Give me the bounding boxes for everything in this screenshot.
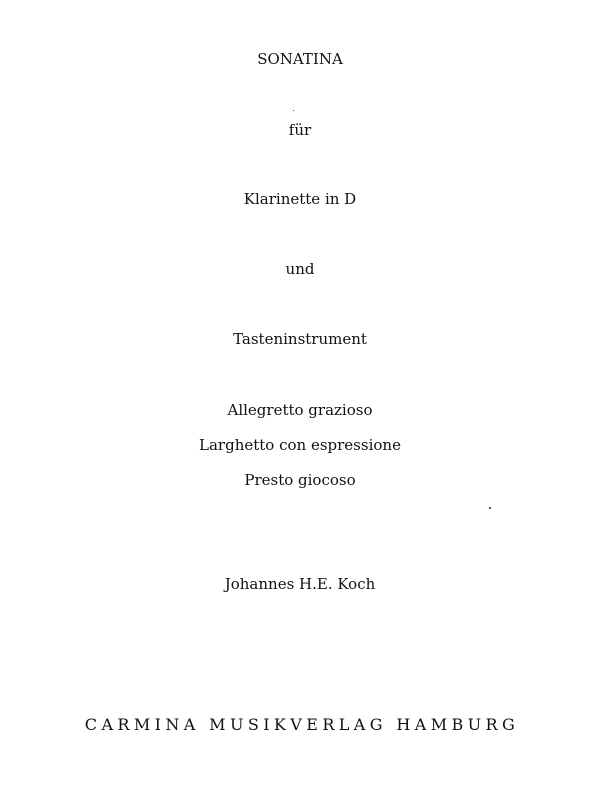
composer-name: Johannes H.E. Koch (224, 575, 376, 593)
movement-2: Larghetto con espressione (199, 436, 401, 454)
movement-3: Presto giocoso (244, 471, 356, 489)
instrument-clarinet: Klarinette in D (243, 190, 357, 208)
movement-1: Allegretto grazioso (227, 401, 373, 419)
work-title: SONATINA (257, 50, 343, 68)
scan-speck (489, 507, 491, 509)
scan-speck (293, 110, 294, 111)
and-text: und (285, 260, 315, 278)
publisher-name: CARMINA MUSIKVERLAG HAMBURG (84, 715, 520, 734)
instrument-keyboard: Tasteninstrument (233, 330, 367, 348)
for-text: für (288, 121, 312, 139)
